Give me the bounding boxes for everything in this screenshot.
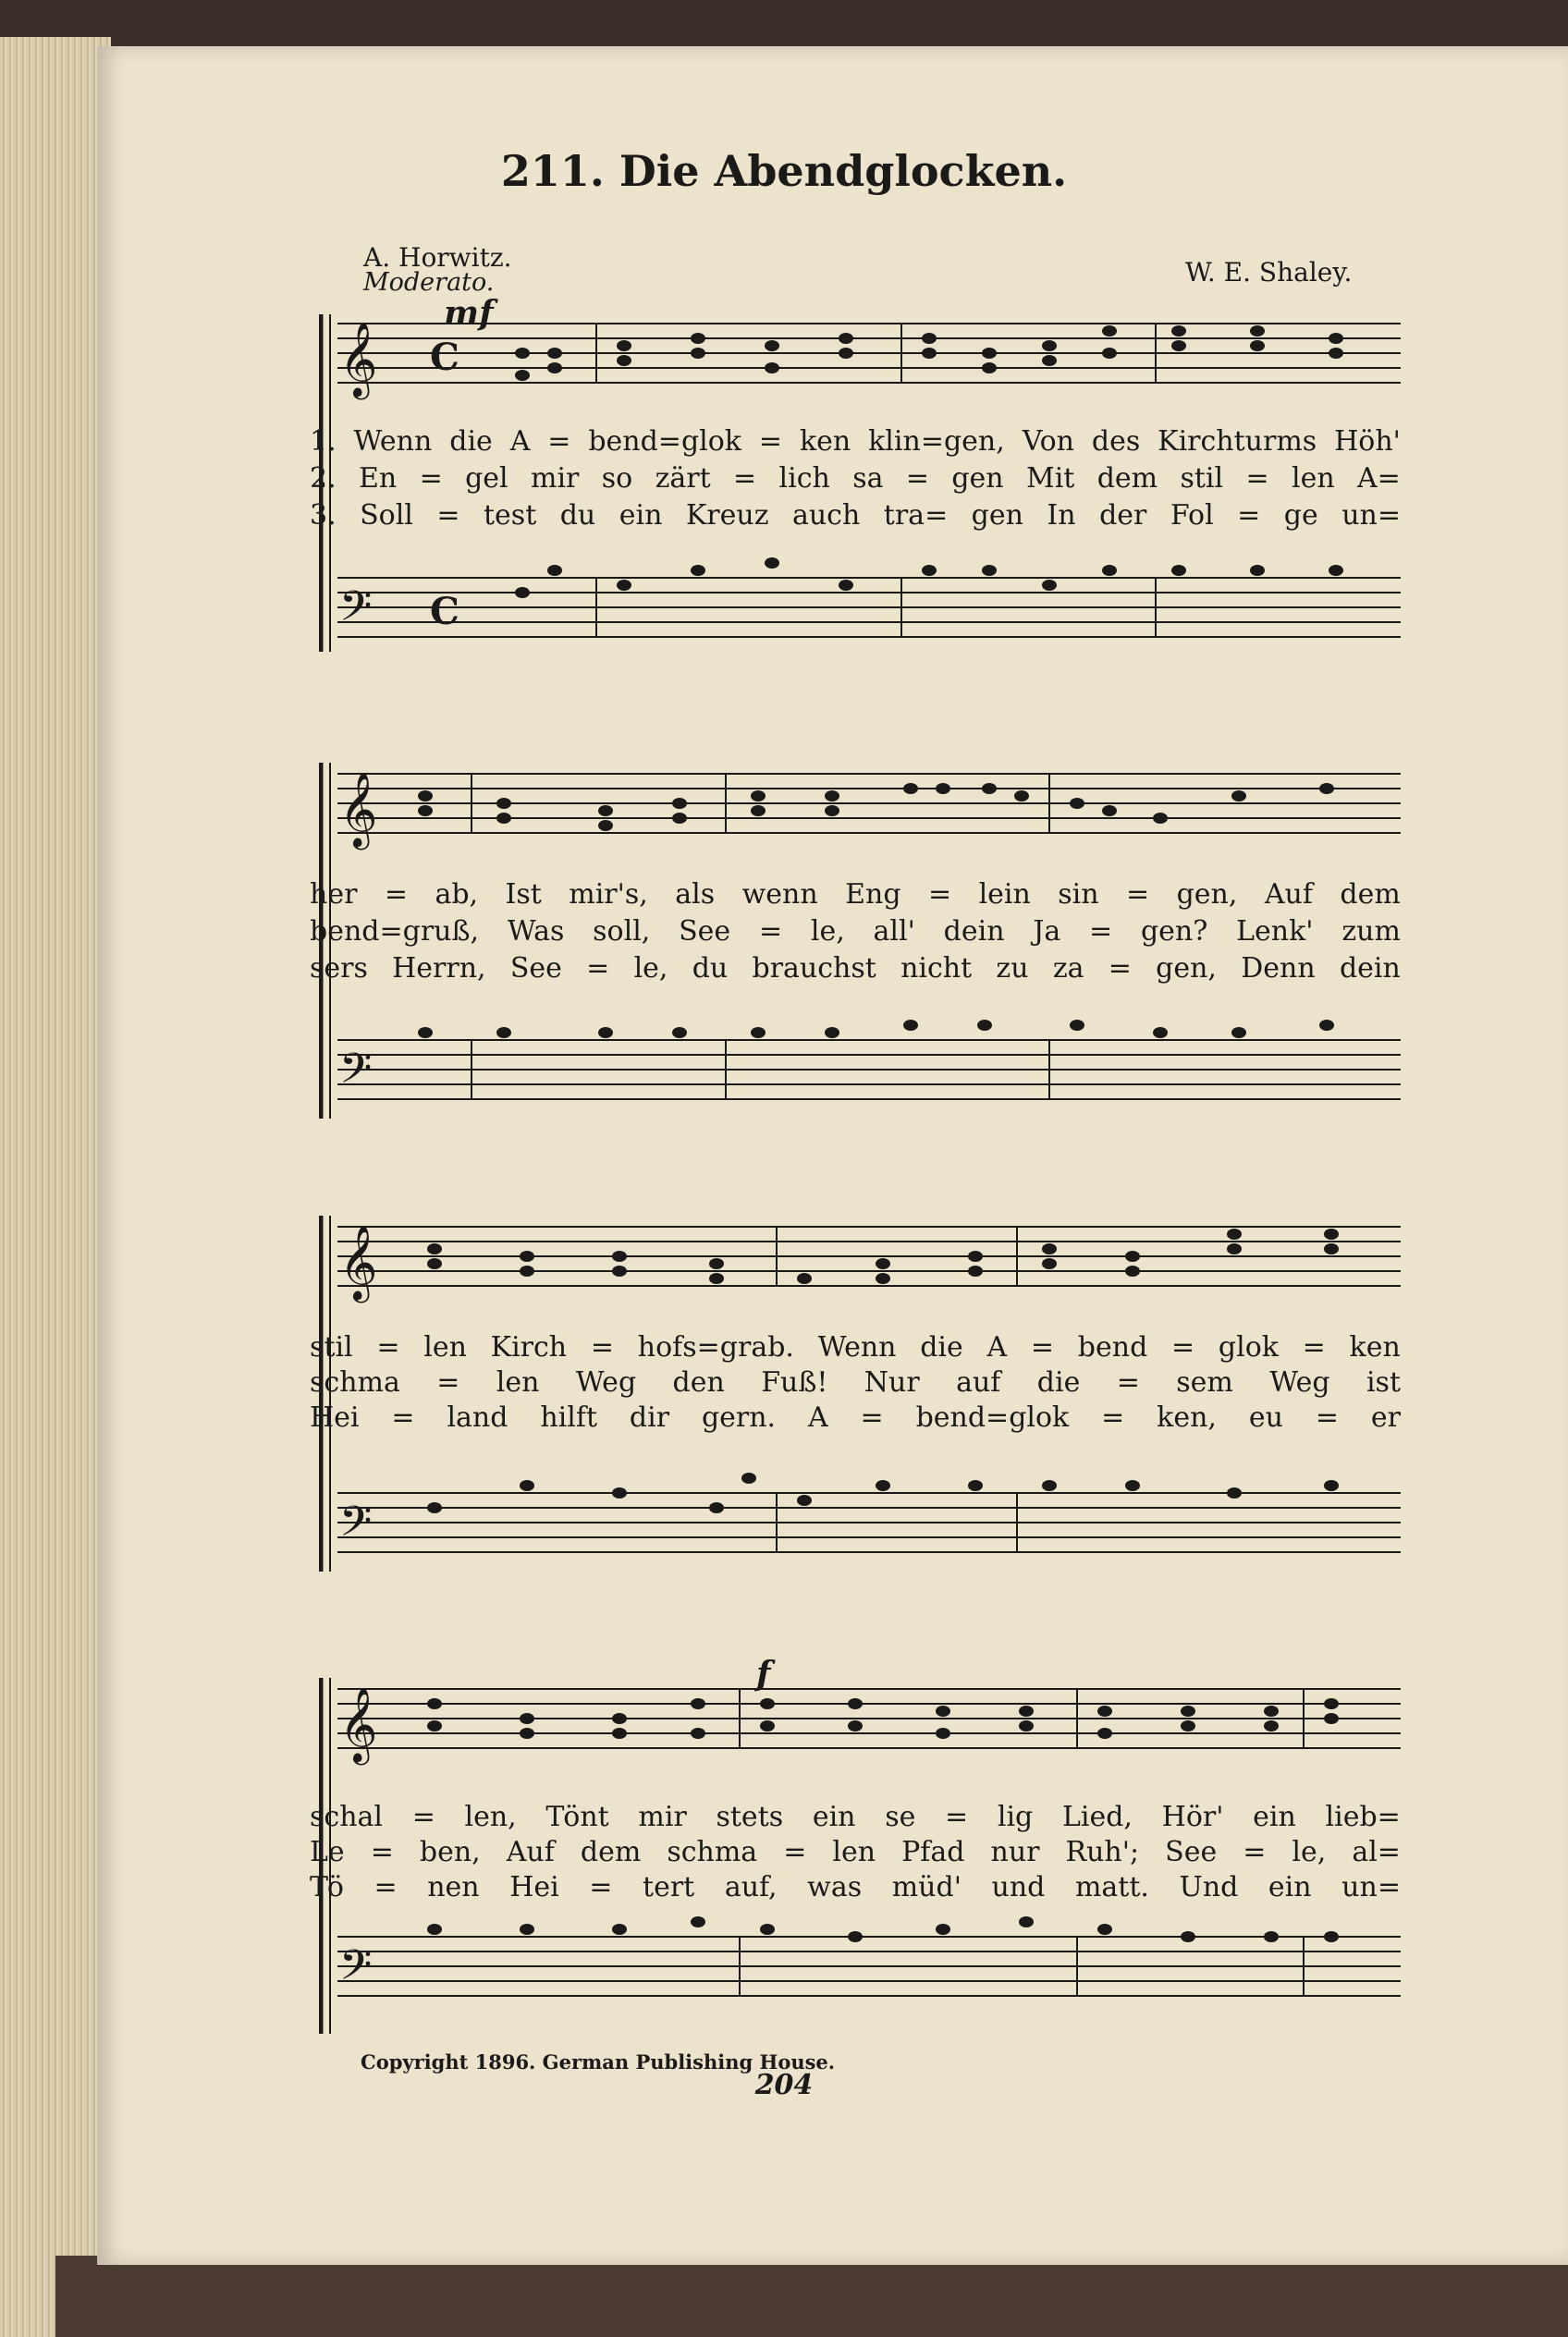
lyric-syllable: du	[559, 499, 596, 532]
lyric-syllable: er	[1370, 1401, 1401, 1434]
svg-text:𝄢: 𝄢	[339, 581, 373, 641]
lyric-syllable: dem	[580, 1836, 642, 1868]
lyric-syllable: mir	[638, 1801, 687, 1833]
lyric-syllable: den	[672, 1366, 725, 1399]
lyric-syllable: Kirch	[490, 1331, 568, 1364]
svg-text:𝄞: 𝄞	[339, 771, 378, 847]
lyric-syllable: lich	[778, 462, 830, 495]
lyric-line-s4-v1	[310, 1801, 1401, 1833]
lyric-syllable: bend=glok	[915, 1401, 1070, 1434]
lyric-syllable: =	[376, 1331, 400, 1364]
lyric-syllable: Pfad	[901, 1836, 965, 1868]
lyric-syllable: =	[758, 425, 783, 458]
lyric-syllable: le,	[1292, 1836, 1327, 1868]
lyric-syllable: Mit	[1025, 462, 1075, 495]
lyric-syllable: ein	[1253, 1801, 1296, 1833]
lyric-syllable: =	[1089, 915, 1113, 948]
lyric-syllable: her	[310, 878, 358, 911]
page-number: 204	[754, 2069, 814, 2101]
lyric-syllable: le,	[810, 915, 845, 948]
lyric-syllable: Soll	[360, 499, 413, 532]
lyric-syllable: lig	[997, 1801, 1034, 1833]
lyric-syllable: Wenn	[817, 1331, 897, 1364]
lyric-syllable: mir	[531, 462, 580, 495]
lyric-syllable: =	[1243, 1836, 1267, 1868]
svg-text:C: C	[430, 590, 459, 633]
lyric-syllable: ken	[1349, 1331, 1401, 1364]
lyric-syllable: =	[374, 1871, 398, 1903]
lyric-syllable: nen	[427, 1871, 480, 1903]
lyric-syllable: du	[692, 952, 729, 985]
composer-credit: W. E. Shaley.	[1185, 257, 1353, 288]
lyric-syllable: ken,	[1157, 1401, 1217, 1434]
lyric-syllable: ein	[1268, 1871, 1312, 1903]
dynamic-mf: mf	[444, 294, 494, 333]
lyric-syllable: gen?	[1140, 915, 1208, 948]
lyric-syllable: See	[1165, 1836, 1218, 1868]
lyric-line-s1-v1	[310, 425, 1401, 458]
lyric-line-s4-v2	[310, 1836, 1401, 1868]
lyric-syllable: dem	[1096, 462, 1158, 495]
lyric-syllable: schal	[310, 1801, 383, 1833]
lyric-line-s3-v2	[310, 1366, 1401, 1399]
lyric-line-s2-v1	[310, 878, 1401, 911]
lyric-syllable: len	[1291, 462, 1335, 495]
lyric-syllable: za	[1052, 952, 1084, 985]
hymn-title: 211. Die Abendglocken.	[500, 146, 1068, 196]
lyric-syllable: len	[496, 1366, 540, 1399]
lyric-syllable: =	[411, 1801, 435, 1833]
lyric-syllable: test	[483, 499, 537, 532]
lyricist-credit: A. Horwitz.	[363, 242, 512, 273]
copyright-notice: Copyright 1896. German Publishing House.	[361, 2050, 836, 2074]
lyric-syllable: 3.	[310, 499, 337, 532]
lyric-syllable: Hei	[509, 1871, 559, 1903]
lyric-syllable: =	[1116, 1366, 1140, 1399]
lyric-syllable: ben,	[419, 1836, 481, 1868]
lyric-syllable: =	[1245, 462, 1269, 495]
lyric-syllable: =	[370, 1836, 394, 1868]
lyric-syllable: dein	[943, 915, 1005, 948]
lyric-syllable: =	[384, 878, 408, 911]
lyric-syllable: al=	[1352, 1836, 1401, 1868]
lyric-syllable: Kreuz	[685, 499, 769, 532]
lyric-syllable: zum	[1341, 915, 1401, 948]
lyric-syllable: Tönt	[545, 1801, 609, 1833]
lyric-syllable: Fol	[1170, 499, 1214, 532]
svg-text:𝄢: 𝄢	[339, 1940, 373, 2000]
svg-text:𝄞: 𝄞	[339, 1686, 378, 1762]
lyric-syllable: =	[1108, 952, 1132, 985]
lyric-syllable: Denn	[1241, 952, 1316, 985]
lyric-syllable: hofs=grab.	[637, 1331, 794, 1364]
lyric-syllable: Höh'	[1334, 425, 1401, 458]
lyric-syllable: auf,	[724, 1871, 778, 1903]
lyric-syllable: auch	[791, 499, 861, 532]
lyric-syllable: A	[807, 1401, 828, 1434]
lyric-syllable: Eng	[845, 878, 901, 911]
lyric-syllable: Auf	[1264, 878, 1313, 911]
lyric-syllable: se	[885, 1801, 916, 1833]
lyric-syllable: un=	[1341, 499, 1401, 532]
lyric-syllable: der	[1099, 499, 1147, 532]
lyric-syllable: len,	[464, 1801, 517, 1833]
lyric-syllable: =	[391, 1401, 415, 1434]
lyric-syllable: gen,	[1156, 952, 1217, 985]
lyric-syllable: =	[1030, 1331, 1055, 1364]
svg-text:𝄢: 𝄢	[339, 1044, 373, 1103]
lyric-syllable: gel	[465, 462, 508, 495]
lyric-syllable: In	[1047, 499, 1076, 532]
lyric-syllable: Weg	[575, 1366, 637, 1399]
lyric-line-s1-v3	[310, 499, 1401, 532]
lyric-syllable: schma	[667, 1836, 758, 1868]
lyric-line-s1-v2	[310, 462, 1401, 495]
svg-text:𝄞: 𝄞	[339, 1224, 378, 1300]
lyric-syllable: die	[449, 425, 493, 458]
lyric-syllable: sa	[852, 462, 884, 495]
lyric-syllable: Von	[1022, 425, 1074, 458]
lyric-syllable: ken	[799, 425, 851, 458]
lyric-syllable: Le	[310, 1836, 345, 1868]
lyric-syllable: brauchst	[752, 952, 876, 985]
lyric-syllable: müd'	[891, 1871, 962, 1903]
lyric-syllable: lein	[978, 878, 1031, 911]
lyric-syllable: See	[509, 952, 562, 985]
lyric-syllable: =	[586, 952, 610, 985]
lyric-syllable: land	[447, 1401, 508, 1434]
lyric-syllable: lieb=	[1325, 1801, 1401, 1833]
lyric-line-s4-v3	[310, 1871, 1401, 1903]
lyric-syllable: A	[986, 1331, 1008, 1364]
lyric-syllable: Hör'	[1161, 1801, 1224, 1833]
lyric-syllable: Auf	[506, 1836, 555, 1868]
lyric-syllable: See	[679, 915, 731, 948]
lyric-syllable: A	[509, 425, 531, 458]
lyric-line-s3-v3	[310, 1401, 1401, 1434]
lyric-syllable: =	[419, 462, 443, 495]
lyric-syllable: 2.	[310, 462, 337, 495]
lyric-syllable: soll,	[593, 915, 651, 948]
lyric-syllable: tra=	[883, 499, 949, 532]
lyric-syllable: =	[927, 878, 952, 911]
lyric-syllable: =	[1171, 1331, 1195, 1364]
lyric-syllable: =	[783, 1836, 807, 1868]
lyric-syllable: =	[1315, 1401, 1339, 1434]
lyric-syllable: stil	[310, 1331, 353, 1364]
lyric-syllable: Hei	[310, 1401, 360, 1434]
lyric-syllable: =	[945, 1801, 969, 1833]
lyric-syllable: als	[675, 878, 716, 911]
lyric-syllable: all'	[873, 915, 915, 948]
lyric-syllable: =	[1126, 878, 1150, 911]
lyric-syllable: gen	[951, 462, 1004, 495]
lyric-syllable: was	[807, 1871, 863, 1903]
lyric-syllable: wenn	[741, 878, 818, 911]
lyric-syllable: =	[436, 499, 460, 532]
lyric-syllable: stil	[1180, 462, 1224, 495]
lyric-syllable: Weg	[1269, 1366, 1330, 1399]
lyric-syllable: ge	[1283, 499, 1318, 532]
svg-text:𝄢: 𝄢	[339, 1497, 373, 1556]
lyric-syllable: glok	[1218, 1331, 1279, 1364]
lyric-syllable: =	[1302, 1331, 1326, 1364]
lyric-syllable: len	[423, 1331, 467, 1364]
book-page-edges	[0, 37, 111, 2337]
lyric-syllable: des	[1091, 425, 1141, 458]
lyric-syllable: stets	[716, 1801, 784, 1833]
lyric-syllable: Ist	[505, 878, 542, 911]
lyric-syllable: Lenk'	[1236, 915, 1314, 948]
lyric-syllable: Fuß!	[761, 1366, 828, 1399]
lyric-syllable: =	[733, 462, 757, 495]
lyric-syllable: mir's,	[569, 878, 648, 911]
lyric-syllable: auf	[956, 1366, 1001, 1399]
svg-text:𝄞: 𝄞	[339, 321, 378, 397]
lyric-syllable: ist	[1366, 1366, 1401, 1399]
lyric-syllable: len	[832, 1836, 876, 1868]
lyric-syllable: nur	[990, 1836, 1040, 1868]
lyric-syllable: die	[920, 1331, 963, 1364]
lyric-syllable: A=	[1357, 462, 1401, 495]
book-cover-edge	[55, 2256, 1568, 2337]
music-system-2	[319, 763, 1410, 1132]
lyric-syllable: dir	[629, 1401, 670, 1434]
lyric-syllable: bend=glok	[588, 425, 741, 458]
lyric-syllable: =	[905, 462, 929, 495]
lyric-line-s2-v3	[310, 952, 1401, 985]
lyric-syllable: tert	[643, 1871, 695, 1903]
lyric-syllable: nicht	[900, 952, 973, 985]
lyric-syllable: Ja	[1033, 915, 1061, 948]
lyric-syllable: Was	[507, 915, 565, 948]
tempo-marking: Moderato.	[363, 268, 495, 297]
lyric-syllable: hilft	[540, 1401, 598, 1434]
lyric-syllable: Und	[1179, 1871, 1239, 1903]
lyric-syllable: zärt	[655, 462, 711, 495]
lyric-syllable: Wenn	[353, 425, 433, 458]
lyric-syllable: =	[547, 425, 571, 458]
lyric-syllable: un=	[1341, 1871, 1401, 1903]
lyric-syllable: gen	[971, 499, 1023, 532]
lyric-syllable: sin	[1058, 878, 1099, 911]
lyric-syllable: so	[601, 462, 633, 495]
lyric-syllable: =	[590, 1331, 615, 1364]
lyric-syllable: dem	[1340, 878, 1401, 911]
lyric-syllable: sers	[310, 952, 368, 985]
lyric-syllable: gern.	[701, 1401, 777, 1434]
lyric-syllable: bend=gruß,	[310, 915, 480, 948]
lyric-syllable: ab,	[435, 878, 479, 911]
lyric-syllable: =	[860, 1401, 884, 1434]
lyric-syllable: =	[1237, 499, 1261, 532]
lyric-syllable: =	[758, 915, 783, 948]
dynamic-f: f	[756, 1655, 771, 1694]
lyric-syllable: Ruh';	[1065, 1836, 1140, 1868]
lyric-syllable: =	[436, 1366, 460, 1399]
lyric-syllable: Tö	[310, 1871, 344, 1903]
lyric-line-s3-v1	[310, 1331, 1401, 1364]
lyric-syllable: die	[1036, 1366, 1081, 1399]
lyric-line-s2-v2	[310, 915, 1401, 948]
lyric-syllable: zu	[996, 952, 1029, 985]
lyric-syllable: klin=gen,	[868, 425, 1005, 458]
lyric-syllable: =	[589, 1871, 613, 1903]
lyric-syllable: le,	[633, 952, 668, 985]
lyric-syllable: 1.	[310, 425, 337, 458]
lyric-syllable: bend	[1077, 1331, 1148, 1364]
lyric-syllable: ein	[812, 1801, 856, 1833]
lyric-syllable: sem	[1176, 1366, 1233, 1399]
lyric-syllable: ein	[619, 499, 663, 532]
lyric-syllable: eu	[1248, 1401, 1283, 1434]
music-system-3	[319, 1216, 1410, 1585]
lyric-syllable: Kirchturms	[1158, 425, 1317, 458]
lyric-syllable: schma	[310, 1366, 400, 1399]
lyric-syllable: gen,	[1176, 878, 1238, 911]
lyric-syllable: En	[358, 462, 398, 495]
lyric-syllable: und	[991, 1871, 1046, 1903]
lyric-syllable: Herrn,	[392, 952, 486, 985]
lyric-syllable: Nur	[864, 1366, 920, 1399]
lyric-syllable: =	[1101, 1401, 1125, 1434]
lyric-syllable: dein	[1339, 952, 1401, 985]
lyric-syllable: matt.	[1074, 1871, 1149, 1903]
svg-text:C: C	[430, 336, 459, 379]
lyric-syllable: Lied,	[1061, 1801, 1133, 1833]
